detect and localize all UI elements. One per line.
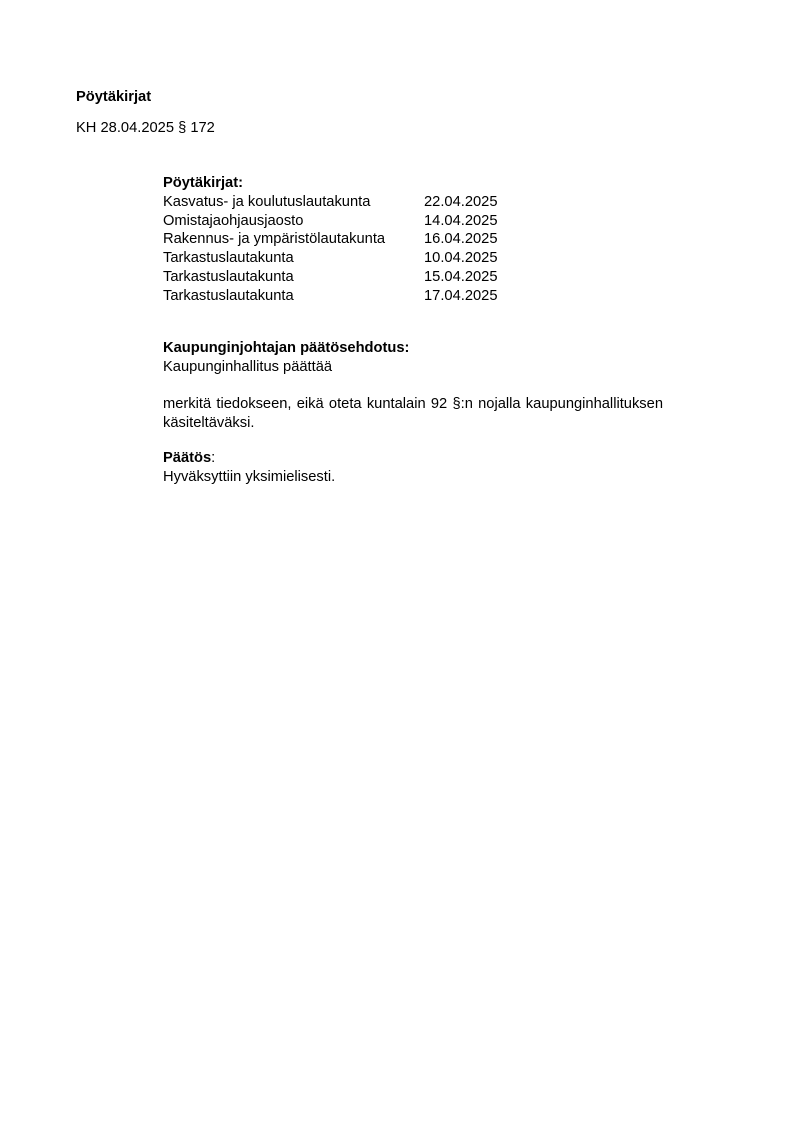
protocol-date: 22.04.2025 — [424, 193, 498, 210]
document-reference: KH 28.04.2025 § 172 — [76, 120, 215, 136]
protocol-date: 15.04.2025 — [424, 268, 498, 285]
protocol-committee: Kasvatus- ja koulutuslautakunta — [163, 193, 371, 210]
protocol-date: 17.04.2025 — [424, 287, 498, 304]
protocol-committee: Rakennus- ja ympäristölautakunta — [163, 231, 386, 248]
protocol-committee: Tarkastuslautakunta — [163, 287, 294, 304]
proposal-heading: Kaupunginjohtajan päätösehdotus: — [163, 340, 410, 356]
protocol-row — [163, 249, 498, 268]
document-title: Pöytäkirjat — [76, 89, 152, 105]
protocol-date: 14.04.2025 — [424, 212, 498, 229]
proposal-intro: Kaupunginhallitus päättää — [163, 358, 333, 375]
protocol-date: 16.04.2025 — [424, 231, 498, 248]
protocol-row — [163, 268, 498, 287]
decision-text: Hyväksyttiin yksimielisesti. — [163, 468, 336, 485]
decision-heading — [163, 449, 335, 468]
decision-section — [163, 449, 335, 487]
protocol-row — [163, 287, 498, 306]
protocol-committee: Tarkastuslautakunta — [163, 250, 294, 267]
protocol-date: 10.04.2025 — [424, 250, 498, 267]
decision-heading-label: Päätös — [163, 450, 212, 466]
protocol-list-section — [163, 174, 498, 306]
protocol-list-heading: Pöytäkirjat: — [163, 175, 243, 191]
decision-heading-colon: : — [211, 450, 216, 466]
protocol-committee: Tarkastuslautakunta — [163, 268, 294, 285]
proposal-section — [163, 339, 663, 433]
proposal-body: merkitä tiedokseen, eikä oteta kuntalain 92 §:n nojalla kaupunginhallituksen käsiteltäväksi. — [163, 396, 663, 432]
protocol-committee: Omistajaohjausjaosto — [163, 212, 304, 229]
protocol-row — [163, 212, 498, 231]
protocol-row — [163, 230, 498, 249]
protocol-row — [163, 193, 498, 212]
